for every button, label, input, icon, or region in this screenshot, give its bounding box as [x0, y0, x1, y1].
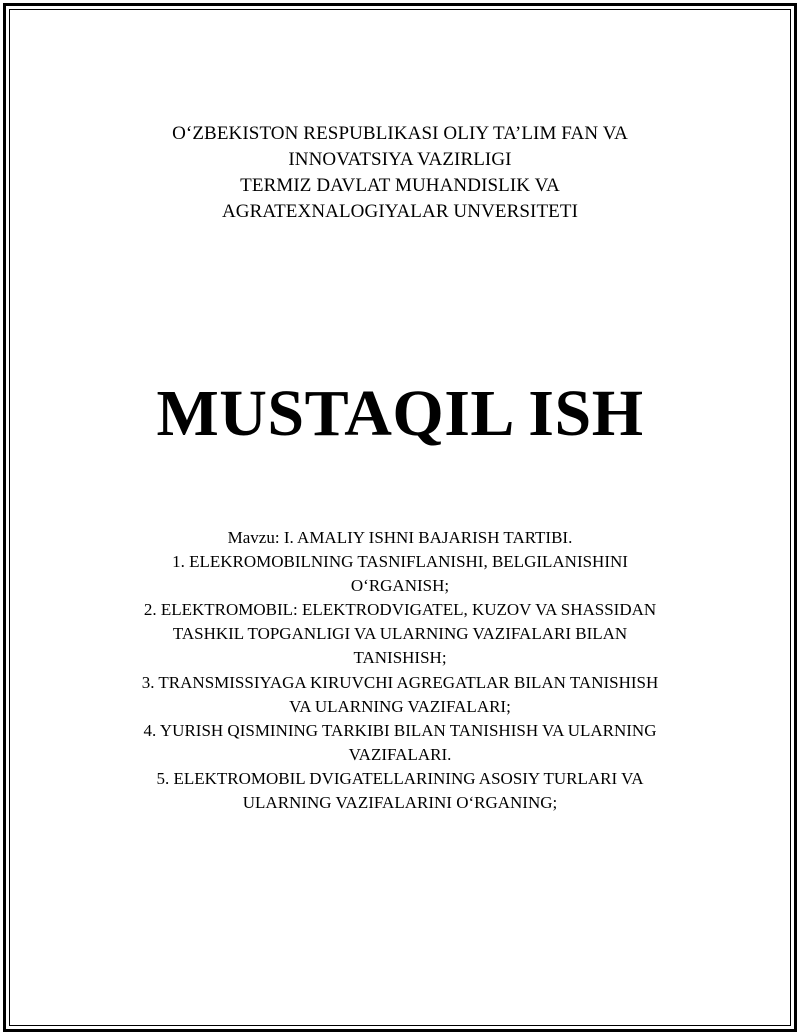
header-line: AGRATEXNALOGIYALAR UNVERSITETI: [221, 201, 579, 222]
topic-line: ULARNING VAZIFALARINI O‘RGANING;: [242, 793, 558, 813]
topic-line: 1. ELEKROMOBILNING TASNIFLANISHI, BELGILANISHINI: [172, 552, 628, 572]
document-title: MUSTAQIL ISH: [156, 377, 644, 450]
header-line: TERMIZ DAVLAT MUHANDISLIK VA: [240, 175, 560, 196]
institution-header: [0, 121, 800, 225]
topic-line: VA ULARNING VAZIFALARI;: [289, 696, 511, 716]
topic-line: TANISHISH;: [353, 648, 447, 668]
header-line: O‘ZBEKISTON RESPUBLIKASI OLIY TA’LIM FAN VA: [172, 123, 628, 144]
topic-line: 5. ELEKTROMOBIL DVIGATELLARINING ASOSIY TURLARI VA: [156, 768, 644, 788]
topic-line: O‘RGANISH;: [350, 576, 450, 596]
topic-line: Mavzu: I. AMALIY ISHNI BAJARISH TARTIBI.: [227, 528, 573, 547]
topic-line: 4. YURISH QISMINING TARKIBI BILAN TANISHISH VA ULARNING: [143, 720, 657, 740]
topic-block: [0, 526, 800, 815]
topic-line: 2. ELEKTROMOBIL: ELEKTRODVIGATEL, KUZOV VA SHASSIDAN: [143, 600, 657, 620]
topic-line: 3. TRANSMISSIYAGA KIRUVCHI AGREGATLAR BILAN TANISHISH: [141, 672, 659, 692]
header-line: INNOVATSIYA VAZIRLIGI: [288, 149, 512, 170]
topic-line: VAZIFALARI.: [348, 744, 452, 764]
topic-line: TASHKIL TOPGANLIGI VA ULARNING VAZIFALARI BILAN: [172, 624, 628, 644]
